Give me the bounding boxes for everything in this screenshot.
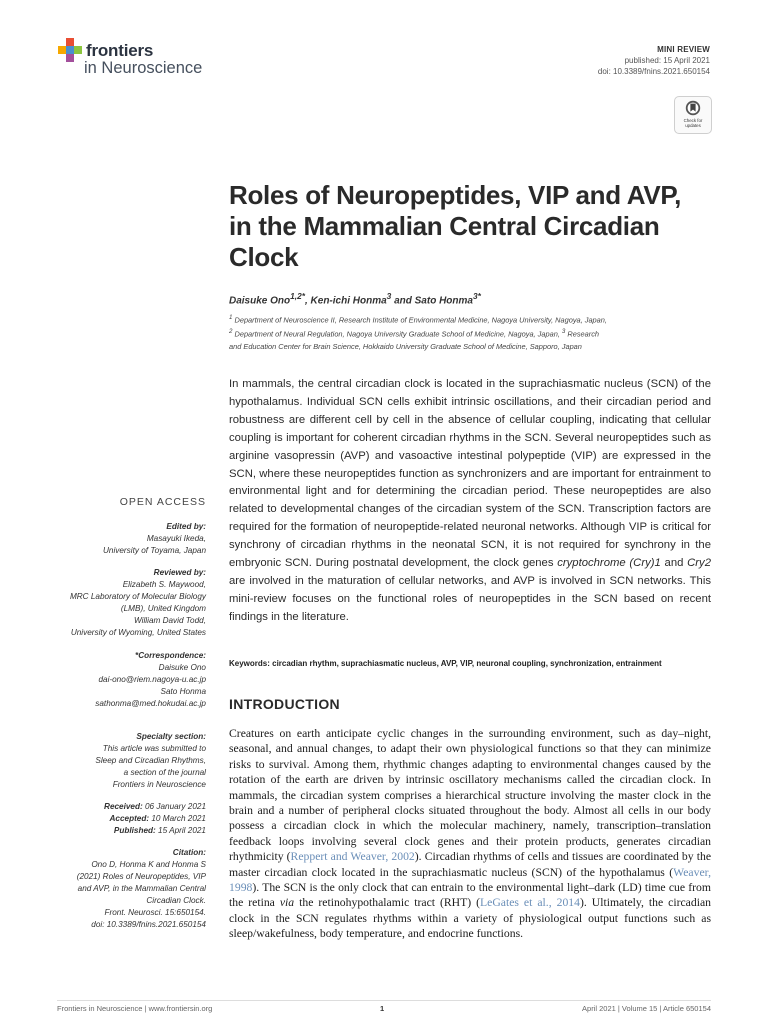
affiliations (229, 312, 699, 353)
frontiers-logo-icon (57, 37, 83, 63)
citation-block (77, 847, 206, 931)
citation-text: Front. Neurosci. 15:650154. (104, 908, 206, 917)
author-1-star: * (301, 291, 305, 301)
editor-affiliation: University of Toyama, Japan (103, 546, 206, 555)
author-sep: , (304, 295, 311, 307)
abstract-text: In mammals, the central circadian clock is located in the suprachiasmatic nucleus (SCN) of the hypothalamus. Individual SCN cells exhibit intrinsic oscillations, and their circadian period and robustness are different cell by cell in the absence of cellular coupling, indicating that cellular coupling is important for coherent circadian rhythms in the SCN. Several neuropeptides such as arginine vasopressin (AVP) and vasoactive intestinal polypeptide (VIP) are expressed in the SCN, where these neuropeptides function as synchronizers and are important for entrainment to environmental light and for determining the circadian period. These neuropeptides are also related to developmental changes of the circadian system of the SCN. Transcription factors are required for the formation of neuropeptide-related neuronal networks. Although VIP is critical for synchrony of circadian rhythms in the neonatal SCN, it is not required for synchrony in the embryonic SCN. During postnatal development, the clock genes (229, 378, 711, 570)
reviewed-by-label: Reviewed by: (153, 568, 206, 577)
badge-label (675, 118, 711, 128)
edited-by-block (103, 521, 206, 557)
correspondent-email[interactable]: dai-ono@riem.nagoya-u.ac.jp (98, 675, 206, 684)
citation-link[interactable]: Weaver, 1998 (229, 865, 711, 895)
journal-logo[interactable] (57, 35, 257, 83)
intro-text: the retinohypothalamic tract (RHT) ( (294, 896, 481, 910)
reviewer-affiliation: MRC Laboratory of Molecular Biology (69, 592, 206, 601)
citation-text: (2021) Roles of Neuropeptides, VIP (76, 872, 206, 881)
correspondent-email[interactable]: sathonma@med.hokudai.ac.jp (95, 699, 206, 708)
logo-brand-text: frontiers (86, 41, 154, 60)
citation-text: Circadian Clock. (146, 896, 206, 905)
specialty-section-block (95, 731, 206, 791)
published-date: published: 15 April 2021 (624, 56, 710, 65)
affil-sup: 3 (561, 328, 566, 336)
citation-link[interactable]: Reppert and Weaver, 2002 (290, 850, 415, 864)
intro-italic-via: via (279, 896, 295, 910)
affil-line-2: Department of Neural Regulation, Nagoya University Graduate School of Medicine, Nagoya, Japan, (232, 329, 562, 339)
citation-doi[interactable]: doi: 10.3389/fnins.2021.650154 (91, 920, 206, 929)
article-doi[interactable]: doi: 10.3389/fnins.2021.650154 (597, 67, 710, 76)
title-line-1: Roles of Neuropeptides, VIP and AVP, (229, 180, 682, 210)
accepted-date: 10 March 2021 (149, 814, 206, 823)
reviewed-by-block (70, 567, 206, 639)
author-list (229, 291, 481, 306)
affil-line-1: Department of Neuroscience II, Research Institute of Environmental Medicine, Nagoya University, Nagoya, Japan, (232, 315, 607, 325)
author-3-affil: 3 (472, 291, 478, 301)
received-date: 06 January 2021 (142, 802, 206, 811)
specialty-text: Frontiers in Neuroscience (112, 780, 206, 789)
author-1-sup (290, 291, 305, 301)
dates-block (104, 801, 206, 837)
intro-text: ). The SCN is the only clock that can entrain to the environmental light–dark (LD) time cue from the retina (229, 881, 711, 910)
badge-label-line1: Check for (683, 118, 703, 123)
intro-text: ). Circadian rhythms of cells and tissues are coordinated by the master circadian clock located in the suprachiasmatic nucleus (SCN) of the hypothalamus ( (229, 850, 712, 879)
bookmark-check-icon (685, 100, 701, 116)
affil-line-3: and Education Center for Brain Science, Hokkaido University Graduate School of Medicine, Sapporo, Japan (229, 341, 582, 351)
received-label: Received: (104, 802, 143, 811)
keywords (229, 658, 739, 670)
article-type: MINI REVIEW (657, 45, 710, 54)
logo-journal-text: in Neuroscience (84, 59, 203, 77)
affil-line-2b: Research (565, 329, 600, 339)
intro-text: ). Ultimately, the circadian clock in the SCN regulates rhythms within a variety of physiological output functions such as sleep/wakefulness, body temperature, and endocrine functions. (229, 896, 711, 941)
section-heading-introduction: INTRODUCTION (229, 696, 340, 712)
abstract-gene-cry2: Cry2 (687, 557, 711, 570)
author-3[interactable]: Sato Honma (414, 295, 473, 307)
abstract (229, 376, 711, 627)
badge-label-line2: updates (685, 123, 701, 128)
citation-label: Citation: (172, 848, 206, 857)
author-sep: and (391, 295, 415, 307)
specialty-text: This article was submitted to (102, 744, 206, 753)
title-line-2: in the Mammalian Central Circadian (229, 211, 660, 241)
specialty-text: a section of the journal (123, 768, 206, 777)
correspondence-block (95, 650, 206, 710)
author-2[interactable]: Ken-ichi Honma (310, 295, 387, 307)
footer-divider (57, 1000, 711, 1001)
open-access-label: OPEN ACCESS (119, 496, 206, 508)
author-1[interactable]: Daisuke Ono (229, 295, 291, 307)
reviewer-name[interactable]: Elizabeth S. Maywood, (122, 580, 206, 589)
reviewer-affiliation: University of Wyoming, United States (70, 628, 206, 637)
keywords-label: Keywords: (229, 659, 273, 668)
footer-journal[interactable]: Frontiers in Neuroscience | www.frontiersin.org (57, 1004, 213, 1013)
editor-name[interactable]: Masayuki Ikeda, (146, 534, 206, 543)
abstract-gene-cry1: cryptochrome (Cry)1 (557, 557, 661, 570)
correspondent-name: Daisuke Ono (158, 663, 206, 672)
footer-volume: April 2021 | Volume 15 | Article 650154 (582, 1004, 711, 1013)
reviewer-name[interactable]: William David Todd, (134, 616, 206, 625)
abstract-text: are involved in the maturation of cellular networks, and AVP is involved in SCN networks. This mini-review focuses on the functional roles of neuropeptides in the SCN based on recent findings in the literature. (229, 574, 711, 623)
citation-text: and AVP, in the Mammalian Central (77, 884, 206, 893)
published-date-side: 15 April 2021 (155, 826, 206, 835)
check-for-updates-badge[interactable] (674, 96, 712, 134)
intro-text: Creatures on earth anticipate cyclic changes in the surrounding environment, such as day–night, seasonal, and annual changes, to adapt their own physiological functions so that they can minimize risks to survival. Among them, rhythmic changes adapting to environmental changes caused by the rotation of the earth are driven by intrinsic oscillatory mechanisms called the circadian clock. In mammals, the circadian system comprises a hierarchical structure involving the master clock in the brain and a number of peripheral clocks situated throughout the body. Almost all cells in our body possess a circadian clock in which the molecular machinery, namely, transcription–translation feedback loops involving several clock genes and their protein products, generates circadian rhythmicity ( (229, 727, 711, 864)
citation-link[interactable]: LeGates et al., 2014 (480, 896, 580, 910)
author-3-star: * (477, 291, 481, 301)
introduction-body (229, 726, 711, 942)
article-title (229, 180, 719, 273)
author-3-sup (473, 291, 481, 301)
specialty-label: Specialty section: (136, 732, 206, 741)
keywords-text: circadian rhythm, suprachiasmatic nucleus, AVP, VIP, neuronal coupling, synchronization, entrainment (272, 659, 662, 668)
page-number: 1 (380, 1004, 385, 1013)
affil-sup: 2 (229, 328, 233, 336)
article-header-meta (598, 44, 710, 77)
published-label: Published: (113, 826, 156, 835)
correspondence-label: *Correspondence: (135, 651, 206, 660)
accepted-label: Accepted: (109, 814, 150, 823)
edited-by-label: Edited by: (166, 522, 206, 531)
correspondent-name: Sato Honma (160, 687, 206, 696)
title-line-3: Clock (229, 242, 299, 272)
citation-text: Ono D, Honma K and Honma S (91, 860, 206, 869)
reviewer-affiliation: (LMB), United Kingdom (120, 604, 206, 613)
author-1-affil: 1,2 (290, 291, 302, 301)
author-2-sup: 3 (386, 291, 392, 301)
specialty-text: Sleep and Circadian Rhythms, (95, 756, 206, 765)
affil-sup: 1 (229, 314, 233, 321)
abstract-text: and (660, 557, 688, 570)
